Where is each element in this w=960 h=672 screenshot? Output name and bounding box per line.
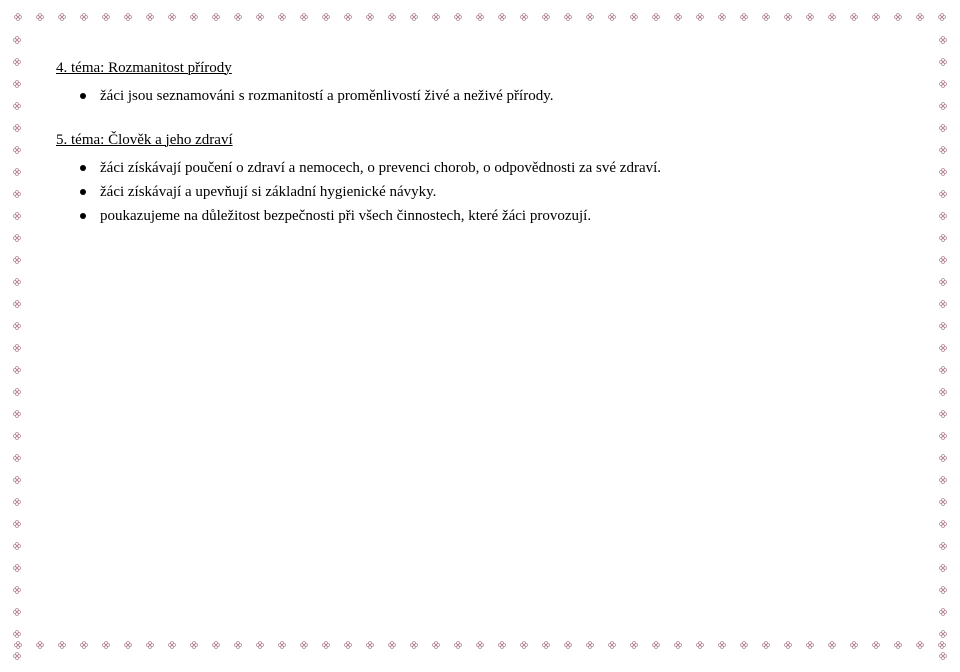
border-ornament: [940, 521, 947, 528]
border-ornament: [14, 477, 21, 484]
border-ornament: [14, 169, 21, 176]
border-ornament: [741, 14, 748, 21]
border-ornament: [653, 642, 660, 649]
border-ornament: [14, 389, 21, 396]
border-top: [10, 10, 960, 24]
border-ornament: [14, 37, 21, 44]
border-ornament: [940, 543, 947, 550]
border-ornament: [940, 631, 947, 638]
border-ornament: [697, 642, 704, 649]
border-ornament: [940, 609, 947, 616]
border-ornament: [477, 14, 484, 21]
border-ornament: [565, 642, 572, 649]
border-ornament: [15, 642, 22, 649]
list-item-text: žáci jsou seznamováni s rozmanitostí a proměnlivostí živé a neživé přírody.: [100, 88, 554, 104]
border-ornament: [940, 411, 947, 418]
list-item-text: poukazujeme na důležitost bezpečnosti při všech činnostech, které žáci provozují.: [100, 208, 592, 224]
border-ornament: [367, 14, 374, 21]
border-ornament: [675, 642, 682, 649]
border-ornament: [37, 642, 44, 649]
border-ornament: [851, 14, 858, 21]
border-ornament: [301, 14, 308, 21]
border-ornament: [940, 81, 947, 88]
border-ornament: [499, 642, 506, 649]
border-ornament: [14, 631, 21, 638]
border-ornament: [940, 147, 947, 154]
border-ornament: [521, 14, 528, 21]
border-ornament: [741, 642, 748, 649]
border-ornament: [323, 14, 330, 21]
border-ornament: [389, 14, 396, 21]
border-ornament: [14, 543, 21, 550]
border-ornament: [169, 642, 176, 649]
border-ornament: [521, 642, 528, 649]
border-ornament: [719, 14, 726, 21]
border-ornament: [631, 14, 638, 21]
border-ornament: [940, 59, 947, 66]
list-item-text: žáci získávají poučení o zdraví a nemocech, o prevenci chorob, o odpovědnosti za své zdraví.: [100, 160, 662, 176]
border-ornament: [609, 14, 616, 21]
border-ornament: [301, 642, 308, 649]
border-ornament: [940, 565, 947, 572]
border-ornament: [125, 14, 132, 21]
border-ornament: [807, 14, 814, 21]
border-ornament: [763, 14, 770, 21]
border-ornament: [940, 653, 947, 660]
border-ornament: [367, 642, 374, 649]
border-ornament: [14, 279, 21, 286]
border-ornament: [147, 14, 154, 21]
border-ornament: [940, 389, 947, 396]
border-ornament: [653, 14, 660, 21]
border-ornament: [917, 642, 924, 649]
border-ornament: [14, 367, 21, 374]
border-ornament: [323, 642, 330, 649]
border-ornament: [14, 323, 21, 330]
border-ornament: [279, 642, 286, 649]
border-bottom: [10, 638, 960, 652]
border-ornament: [940, 169, 947, 176]
border-ornament: [587, 14, 594, 21]
border-ornament: [14, 653, 21, 660]
border-ornament: [345, 642, 352, 649]
border-ornament: [14, 125, 21, 132]
border-ornament: [235, 642, 242, 649]
border-ornament: [940, 323, 947, 330]
border-ornament: [433, 642, 440, 649]
border-ornament: [59, 642, 66, 649]
list-item: [56, 156, 916, 180]
border-ornament: [257, 642, 264, 649]
border-ornament: [433, 14, 440, 21]
border-ornament: [829, 642, 836, 649]
border-ornament: [940, 301, 947, 308]
border-ornament: [14, 213, 21, 220]
border-ornament: [257, 14, 264, 21]
bullet-icon: [80, 165, 86, 171]
border-ornament: [14, 609, 21, 616]
border-ornament: [103, 14, 110, 21]
border-ornament: [147, 642, 154, 649]
bullet-icon: [80, 93, 86, 99]
document-body: [56, 56, 916, 228]
border-ornament: [763, 642, 770, 649]
border-ornament: [940, 257, 947, 264]
border-ornament: [345, 14, 352, 21]
section-heading-zdravi: 5. téma: Člověk a jeho zdraví: [56, 132, 233, 148]
border-ornament: [940, 433, 947, 440]
border-ornament: [389, 642, 396, 649]
border-ornament: [807, 642, 814, 649]
border-ornament: [279, 14, 286, 21]
border-ornament: [719, 642, 726, 649]
border-ornament: [940, 477, 947, 484]
border-ornament: [14, 103, 21, 110]
border-ornament: [697, 14, 704, 21]
border-ornament: [785, 14, 792, 21]
border-ornament: [14, 147, 21, 154]
border-ornament: [543, 14, 550, 21]
border-ornament: [59, 14, 66, 21]
border-left: [10, 10, 24, 672]
border-ornament: [14, 301, 21, 308]
border-ornament: [14, 191, 21, 198]
border-ornament: [940, 235, 947, 242]
border-ornament: [940, 367, 947, 374]
border-ornament: [14, 521, 21, 528]
border-ornament: [785, 642, 792, 649]
border-ornament: [14, 235, 21, 242]
border-ornament: [895, 642, 902, 649]
border-right: [936, 10, 950, 672]
border-ornament: [940, 103, 947, 110]
border-ornament: [191, 642, 198, 649]
border-ornament: [14, 257, 21, 264]
border-ornament: [411, 14, 418, 21]
list-item: [56, 180, 916, 204]
border-ornament: [917, 14, 924, 21]
border-ornament: [940, 213, 947, 220]
list-item: [56, 204, 916, 228]
border-ornament: [14, 345, 21, 352]
border-ornament: [81, 14, 88, 21]
border-ornament: [14, 81, 21, 88]
border-ornament: [587, 642, 594, 649]
list-item: [56, 84, 916, 108]
border-ornament: [477, 642, 484, 649]
border-ornament: [895, 14, 902, 21]
border-ornament: [125, 642, 132, 649]
list-item-text: žáci získávají a upevňují si základní hygienické návyky.: [100, 184, 437, 200]
border-ornament: [213, 14, 220, 21]
border-ornament: [940, 499, 947, 506]
border-ornament: [940, 125, 947, 132]
border-ornament: [455, 642, 462, 649]
border-ornament: [631, 642, 638, 649]
section-heading-rozmanitost: 4. téma: Rozmanitost přírody: [56, 60, 232, 76]
border-ornament: [939, 14, 946, 21]
border-ornament: [565, 14, 572, 21]
border-ornament: [14, 587, 21, 594]
border-ornament: [213, 642, 220, 649]
section-list-zdravi: [56, 156, 916, 228]
border-ornament: [851, 642, 858, 649]
border-ornament: [14, 499, 21, 506]
border-ornament: [940, 455, 947, 462]
border-ornament: [940, 37, 947, 44]
border-ornament: [81, 642, 88, 649]
border-ornament: [169, 14, 176, 21]
bullet-icon: [80, 213, 86, 219]
border-ornament: [940, 345, 947, 352]
border-ornament: [14, 565, 21, 572]
border-ornament: [37, 14, 44, 21]
border-ornament: [14, 411, 21, 418]
border-ornament: [609, 642, 616, 649]
border-ornament: [14, 59, 21, 66]
border-ornament: [940, 587, 947, 594]
border-ornament: [829, 14, 836, 21]
border-ornament: [14, 433, 21, 440]
bullet-icon: [80, 189, 86, 195]
border-ornament: [675, 14, 682, 21]
border-ornament: [455, 14, 462, 21]
section-list-rozmanitost: [56, 84, 916, 108]
border-ornament: [14, 455, 21, 462]
border-ornament: [873, 642, 880, 649]
border-ornament: [191, 14, 198, 21]
border-ornament: [940, 279, 947, 286]
border-ornament: [939, 642, 946, 649]
border-ornament: [499, 14, 506, 21]
border-ornament: [940, 191, 947, 198]
border-ornament: [411, 642, 418, 649]
border-ornament: [103, 642, 110, 649]
border-ornament: [873, 14, 880, 21]
border-ornament: [543, 642, 550, 649]
border-ornament: [15, 14, 22, 21]
border-ornament: [235, 14, 242, 21]
